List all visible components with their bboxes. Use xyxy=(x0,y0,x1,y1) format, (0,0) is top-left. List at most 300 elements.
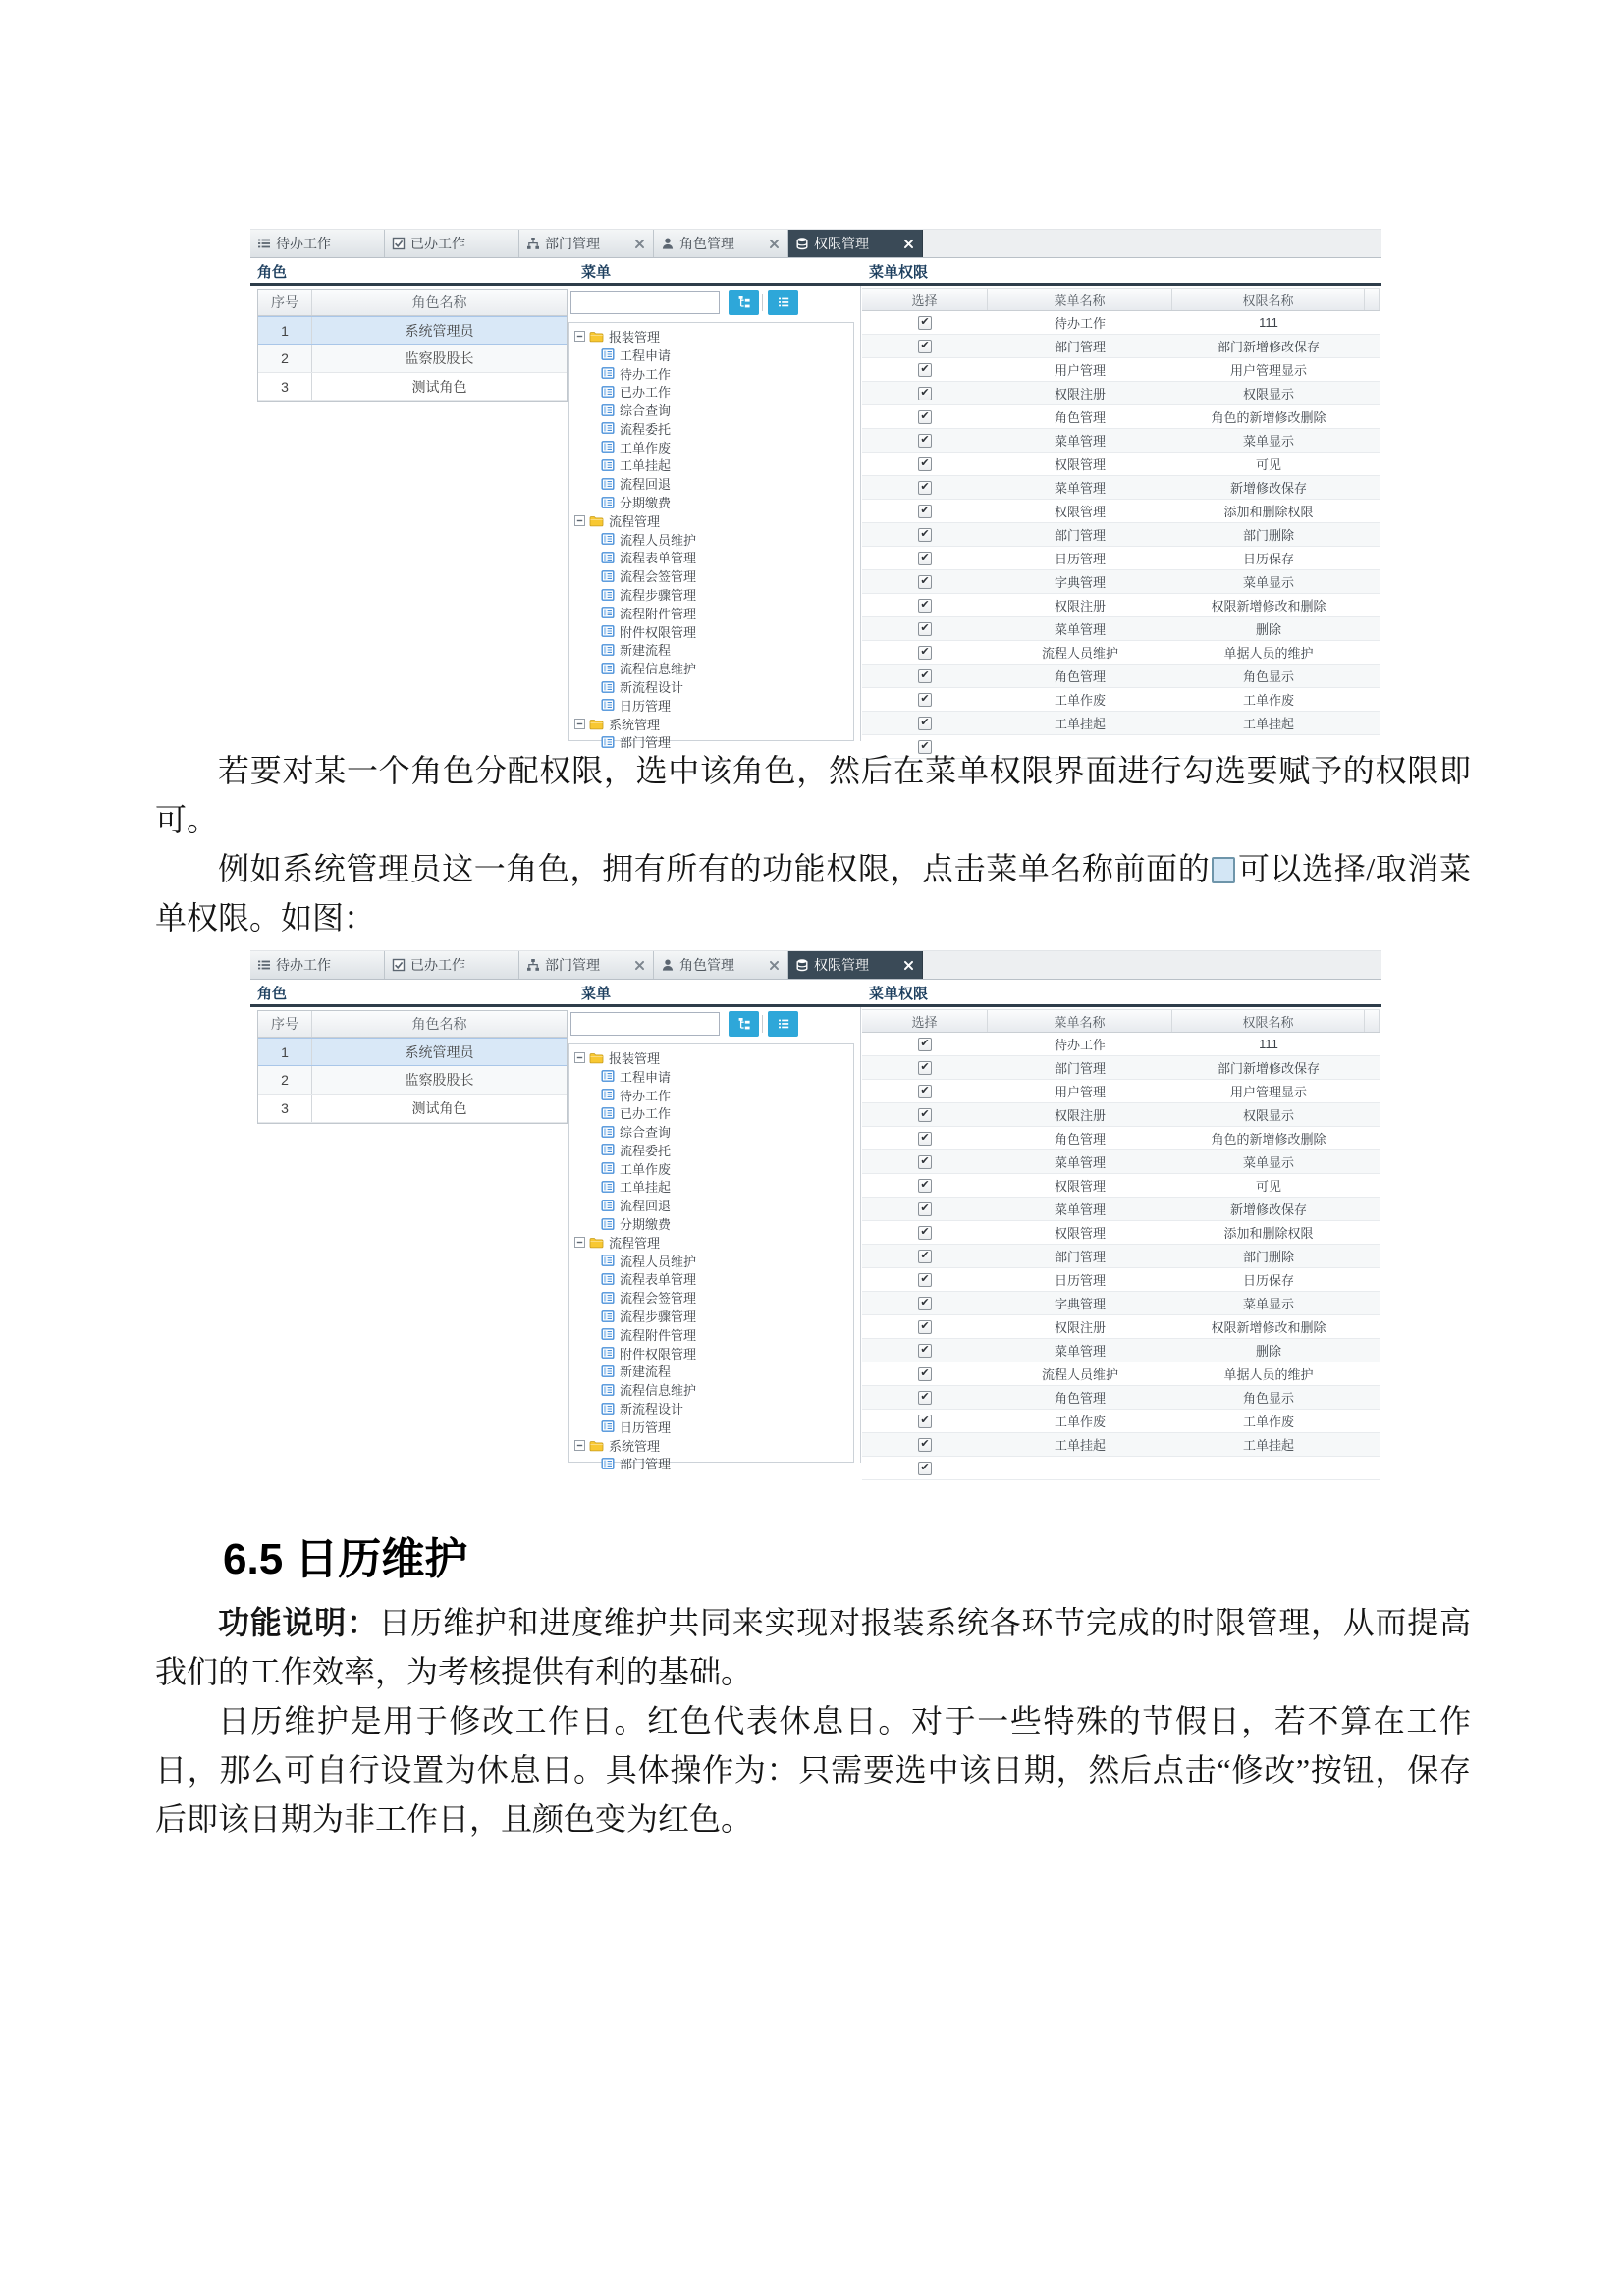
tree-leaf-node[interactable] xyxy=(574,1086,853,1104)
tab-bar-filler xyxy=(923,951,1381,979)
tab-label: 角色管理 xyxy=(679,957,734,973)
tree-leaf-node[interactable] xyxy=(574,585,853,604)
tree-leaf-label: 附件权限管理 xyxy=(620,624,697,640)
tree-leaf-node[interactable] xyxy=(574,438,853,456)
perm-select-cell xyxy=(862,1268,988,1291)
row-checkbox[interactable]: ✔ xyxy=(918,1273,932,1287)
row-checkbox[interactable]: ✔ xyxy=(918,434,932,448)
menu-tree xyxy=(568,1043,854,1472)
permission-row[interactable] xyxy=(862,712,1380,735)
folder-icon xyxy=(589,1235,604,1250)
row-checkbox[interactable]: ✔ xyxy=(918,717,932,730)
tab-bar-filler xyxy=(923,230,1381,257)
perm-select-cell xyxy=(862,1221,988,1244)
tree-leaf-label: 附件权限管理 xyxy=(620,1346,697,1362)
perm-spacer-cell xyxy=(1365,1315,1380,1338)
perm-select-cell xyxy=(862,1174,988,1197)
perm-select-cell xyxy=(862,1080,988,1102)
tab-close-icon[interactable] xyxy=(902,959,915,972)
row-checkbox[interactable]: ✔ xyxy=(918,1085,932,1098)
row-checkbox[interactable]: ✔ xyxy=(918,1155,932,1169)
tab-close-icon[interactable] xyxy=(768,238,781,250)
leaf-form-icon xyxy=(601,1346,615,1360)
tree-leaf-node[interactable] xyxy=(574,1362,853,1381)
permission-row[interactable] xyxy=(862,311,1380,335)
paragraph-text: 日历维护是用于修改工作日。红色代表休息日。对于一些特殊的节假日，若不算在工作日，那么可自行设置为休息日。具体操作为：只需要选中该日期，然后点击“修改”按钮，保存后即该日期为非工作日，且颜色变为红色。 xyxy=(155,1703,1471,1837)
tree-leaf-node[interactable] xyxy=(574,474,853,493)
perm-select-cell xyxy=(862,1245,988,1267)
tree-leaf-label: 流程会签管理 xyxy=(620,1291,697,1307)
perm-spacer-cell xyxy=(1365,453,1380,475)
expander-icon xyxy=(574,1237,585,1248)
permission-row[interactable] xyxy=(862,429,1380,453)
role-row[interactable] xyxy=(258,1095,567,1123)
perm-menu-name-cell xyxy=(988,1457,1172,1479)
permission-row[interactable] xyxy=(862,335,1380,358)
perm-select-cell xyxy=(862,665,988,687)
permission-row[interactable] xyxy=(862,1033,1380,1056)
permission-row[interactable] xyxy=(862,1221,1380,1245)
tree-leaf-node[interactable] xyxy=(574,346,853,364)
tab-done-work[interactable] xyxy=(385,230,519,257)
paragraph-assign-permission xyxy=(155,746,1471,844)
perm-select-cell xyxy=(862,1150,988,1173)
role-no-cell: 1 xyxy=(258,1039,312,1065)
perm-select-cell xyxy=(862,1315,988,1338)
perm-name-cell: 可见 xyxy=(1255,1179,1281,1194)
perm-spacer-cell xyxy=(1365,523,1380,546)
row-checkbox[interactable]: ✔ xyxy=(918,340,932,353)
tree-folder-label: 系统管理 xyxy=(609,717,661,732)
row-checkbox[interactable]: ✔ xyxy=(918,1202,932,1216)
tab-bar xyxy=(250,950,1381,980)
tree-leaf-node[interactable] xyxy=(574,1252,853,1270)
perm-menu-name-cell: 工单挂起 xyxy=(1054,1438,1106,1453)
permission-row[interactable] xyxy=(862,1056,1380,1080)
perm-menu-name-cell: 权限注册 xyxy=(1054,599,1106,614)
tree-folder-label: 系统管理 xyxy=(609,1438,661,1454)
perm-menu-name-cell: 日历管理 xyxy=(1054,1273,1106,1288)
panel-divider xyxy=(860,286,861,741)
perm-name-cell: 工单作废 xyxy=(1242,693,1294,708)
perm-select-cell xyxy=(862,1033,988,1055)
list-view-icon xyxy=(777,1017,790,1031)
tab-todo-work[interactable] xyxy=(250,230,385,257)
row-checkbox[interactable]: ✔ xyxy=(918,575,932,589)
tree-leaf-node[interactable] xyxy=(574,530,853,549)
perm-col-header: 权限名称 xyxy=(1172,1010,1365,1032)
tree-leaf-node[interactable] xyxy=(574,419,853,438)
perm-menu-name-cell: 角色管理 xyxy=(1054,1391,1106,1406)
perm-select-cell xyxy=(862,1386,988,1409)
perm-spacer-cell xyxy=(1365,358,1380,381)
perm-menu-name-cell: 权限管理 xyxy=(1054,1226,1106,1241)
permission-row[interactable] xyxy=(862,358,1380,382)
paragraph-example-admin xyxy=(155,844,1471,942)
permission-row[interactable] xyxy=(862,382,1380,405)
body-text-block-1 xyxy=(155,746,1471,942)
tab-dept-mgmt[interactable] xyxy=(519,230,654,257)
perm-menu-name-cell: 待办工作 xyxy=(1054,316,1106,331)
leaf-form-icon xyxy=(601,1254,615,1267)
role-row[interactable] xyxy=(258,345,567,373)
row-checkbox[interactable]: ✔ xyxy=(918,457,932,471)
row-checkbox[interactable]: ✔ xyxy=(918,1391,932,1405)
perm-spacer-cell xyxy=(1365,476,1380,499)
tab-close-icon[interactable] xyxy=(902,238,915,250)
permission-row[interactable] xyxy=(862,1362,1380,1386)
permission-row[interactable] xyxy=(862,1174,1380,1198)
perm-name-cell: 111 xyxy=(1259,1037,1278,1051)
perm-menu-name-cell: 菜单管理 xyxy=(1054,622,1106,637)
expander-icon xyxy=(574,1052,585,1063)
row-checkbox[interactable]: ✔ xyxy=(918,481,932,495)
perm-select-cell xyxy=(862,1339,988,1362)
tree-folder-node[interactable] xyxy=(574,1436,853,1455)
permission-row[interactable] xyxy=(862,1103,1380,1127)
row-checkbox[interactable]: ✔ xyxy=(918,1226,932,1240)
perm-name-cell: 单据人员的维护 xyxy=(1223,1367,1314,1382)
paragraph-text: 若要对某一个角色分配权限，选中该角色，然后在菜单权限界面进行勾选要赋予的权限即可。 xyxy=(155,753,1471,837)
role-row[interactable] xyxy=(258,1066,567,1095)
tree-leaf-node[interactable] xyxy=(574,1417,853,1436)
tab-permission-mgmt[interactable] xyxy=(788,230,923,257)
perm-select-cell xyxy=(862,688,988,711)
permission-row[interactable] xyxy=(862,665,1380,688)
perm-select-cell xyxy=(862,1410,988,1432)
leaf-form-icon xyxy=(601,1327,615,1341)
permission-row[interactable] xyxy=(862,500,1380,523)
perm-col-header: 选择 xyxy=(862,289,988,310)
permission-row[interactable] xyxy=(862,453,1380,476)
tree-leaf-label: 流程人员维护 xyxy=(620,1254,697,1269)
row-checkbox[interactable]: ✔ xyxy=(918,1061,932,1075)
permissions-table xyxy=(862,1009,1380,1480)
row-checkbox[interactable]: ✔ xyxy=(918,505,932,518)
perm-select-cell xyxy=(862,1198,988,1220)
permission-row[interactable] xyxy=(862,1339,1380,1362)
leaf-form-icon xyxy=(601,606,615,619)
permission-row-partial[interactable] xyxy=(862,1457,1380,1480)
perm-spacer-cell xyxy=(1365,1080,1380,1102)
permission-row[interactable] xyxy=(862,1198,1380,1221)
tree-leaf-label: 流程回退 xyxy=(620,477,672,493)
row-checkbox[interactable]: ✔ xyxy=(918,552,932,565)
tree-view-button[interactable] xyxy=(729,1011,759,1037)
tab-done-work[interactable] xyxy=(385,951,519,979)
perm-select-cell xyxy=(862,641,988,664)
row-checkbox[interactable]: ✔ xyxy=(918,1297,932,1310)
tab-close-icon[interactable] xyxy=(633,238,646,250)
tree-leaf-label: 部门管理 xyxy=(620,735,672,751)
perm-menu-name-cell: 权限管理 xyxy=(1054,457,1106,472)
permission-row[interactable] xyxy=(862,523,1380,547)
tree-leaf-label: 日历管理 xyxy=(620,698,672,714)
row-checkbox[interactable]: ✔ xyxy=(918,599,932,613)
row-checkbox[interactable]: ✔ xyxy=(918,622,932,636)
tree-leaf-node[interactable] xyxy=(574,1455,853,1473)
row-checkbox[interactable]: ✔ xyxy=(918,316,932,330)
tree-folder-node[interactable] xyxy=(574,1048,853,1067)
row-checkbox[interactable]: ✔ xyxy=(918,410,932,424)
perm-spacer-cell xyxy=(1365,1339,1380,1362)
roles-table xyxy=(257,1010,568,1124)
tab-todo-work[interactable] xyxy=(250,951,385,979)
list-view-button[interactable] xyxy=(768,290,798,315)
perm-select-cell xyxy=(862,594,988,616)
tree-leaf-label: 流程表单管理 xyxy=(620,1272,697,1288)
section-header-bar xyxy=(250,258,1381,286)
tree-leaf-node[interactable] xyxy=(574,1178,853,1197)
tree-folder-node[interactable] xyxy=(574,511,853,530)
role-row[interactable] xyxy=(258,373,567,401)
permission-row[interactable] xyxy=(862,547,1380,570)
tree-leaf-node[interactable] xyxy=(574,1325,853,1344)
tree-leaf-node[interactable] xyxy=(574,677,853,696)
tree-leaf-node[interactable] xyxy=(574,659,853,677)
tree-leaf-label: 新流程设计 xyxy=(620,1402,684,1417)
role-row[interactable] xyxy=(258,1038,567,1066)
tree-leaf-node[interactable] xyxy=(574,696,853,715)
perm-menu-name-cell: 菜单管理 xyxy=(1054,1202,1106,1217)
row-checkbox[interactable]: ✔ xyxy=(918,1320,932,1334)
permission-row[interactable] xyxy=(862,1433,1380,1457)
tree-leaf-label: 流程信息维护 xyxy=(620,1383,697,1399)
role-row[interactable] xyxy=(258,316,567,345)
tree-leaf-node[interactable] xyxy=(574,1270,853,1289)
row-checkbox[interactable]: ✔ xyxy=(918,669,932,683)
permission-row[interactable] xyxy=(862,570,1380,594)
perm-menu-name-cell: 部门管理 xyxy=(1054,340,1106,354)
leaf-form-icon xyxy=(601,698,615,712)
tree-folder-node[interactable] xyxy=(574,327,853,346)
permission-row[interactable] xyxy=(862,617,1380,641)
leaf-form-icon xyxy=(601,1180,615,1194)
leaf-form-icon xyxy=(601,366,615,380)
perm-name-cell: 工单挂起 xyxy=(1242,1438,1294,1453)
permission-row[interactable] xyxy=(862,1410,1380,1433)
permission-row[interactable] xyxy=(862,1386,1380,1410)
tree-view-button[interactable] xyxy=(729,290,759,315)
done-check-icon xyxy=(392,237,406,250)
body-text-block-2 xyxy=(155,1598,1471,1843)
perm-menu-name-cell: 权限管理 xyxy=(1054,1179,1106,1194)
perm-spacer-cell xyxy=(1365,665,1380,687)
row-checkbox[interactable]: ✔ xyxy=(918,387,932,400)
row-checkbox[interactable]: ✔ xyxy=(918,363,932,377)
row-checkbox[interactable]: ✔ xyxy=(918,1462,932,1475)
close-icon xyxy=(768,959,781,972)
tab-permission-mgmt[interactable] xyxy=(788,951,923,979)
tree-leaf-node[interactable] xyxy=(574,1122,853,1141)
role-name-cell: 监察股股长 xyxy=(405,1072,474,1088)
leaf-form-icon xyxy=(601,1143,615,1156)
permission-row[interactable] xyxy=(862,1245,1380,1268)
perm-spacer-cell xyxy=(1365,1410,1380,1432)
perm-col-header: 权限名称 xyxy=(1172,289,1365,310)
tree-leaf-node[interactable] xyxy=(574,641,853,660)
perm-spacer-cell xyxy=(1365,429,1380,452)
row-checkbox[interactable]: ✔ xyxy=(918,1132,932,1146)
row-checkbox[interactable]: ✔ xyxy=(918,1250,932,1263)
perm-menu-name-cell: 菜单管理 xyxy=(1054,434,1106,449)
tab-close-icon[interactable] xyxy=(768,959,781,972)
perm-select-cell xyxy=(862,1056,988,1079)
row-checkbox[interactable]: ✔ xyxy=(918,740,932,754)
perm-spacer-cell xyxy=(1365,1457,1380,1479)
leaf-form-icon xyxy=(601,1383,615,1397)
tree-leaf-label: 新建流程 xyxy=(620,1364,672,1380)
permission-row[interactable] xyxy=(862,688,1380,712)
row-checkbox[interactable]: ✔ xyxy=(918,693,932,707)
tab-bar xyxy=(250,229,1381,258)
tree-leaf-node[interactable] xyxy=(574,382,853,400)
tree-leaf-node[interactable] xyxy=(574,622,853,641)
tree-leaf-node[interactable] xyxy=(574,566,853,585)
permission-row[interactable] xyxy=(862,1150,1380,1174)
tree-leaf-node[interactable] xyxy=(574,493,853,511)
tree-leaf-node[interactable] xyxy=(574,400,853,419)
tree-leaf-node[interactable] xyxy=(574,1214,853,1233)
perm-menu-name-cell: 权限注册 xyxy=(1054,1108,1106,1123)
tab-role-mgmt[interactable] xyxy=(654,951,788,979)
tree-leaf-label: 工单作废 xyxy=(620,440,672,455)
perm-spacer-cell xyxy=(1365,1127,1380,1149)
row-checkbox[interactable]: ✔ xyxy=(918,1108,932,1122)
tree-leaf-node[interactable] xyxy=(574,1288,853,1307)
perm-name-cell: 可见 xyxy=(1255,457,1281,472)
tree-leaf-label: 工单挂起 xyxy=(620,1180,672,1196)
tree-leaf-node[interactable] xyxy=(574,364,853,383)
panels-area xyxy=(250,1007,1381,1473)
section-label-roles: 角色 xyxy=(257,264,288,281)
perm-name-cell: 日历保存 xyxy=(1242,1273,1294,1288)
permission-row[interactable] xyxy=(862,1080,1380,1103)
permission-row[interactable] xyxy=(862,405,1380,429)
perm-col-header: 菜单名称 xyxy=(988,289,1172,310)
row-checkbox[interactable]: ✔ xyxy=(918,1038,932,1051)
perm-name-cell: 角色显示 xyxy=(1242,1391,1294,1406)
leaf-form-icon xyxy=(601,1402,615,1415)
tree-folder-node[interactable] xyxy=(574,715,853,733)
tree-leaf-node[interactable] xyxy=(574,1399,853,1417)
tree-leaf-label: 流程步骤管理 xyxy=(620,588,697,604)
perm-menu-name-cell: 部门管理 xyxy=(1054,1250,1106,1264)
tree-leaf-node[interactable] xyxy=(574,1344,853,1362)
row-checkbox[interactable]: ✔ xyxy=(918,646,932,660)
leaf-form-icon xyxy=(601,496,615,509)
tab-close-icon[interactable] xyxy=(633,959,646,972)
tree-leaf-label: 待办工作 xyxy=(620,1088,672,1103)
permission-row[interactable] xyxy=(862,1292,1380,1315)
tree-leaf-node[interactable] xyxy=(574,1196,853,1214)
tab-role-mgmt[interactable] xyxy=(654,230,788,257)
perm-spacer-cell xyxy=(1365,500,1380,522)
tree-leaf-node[interactable] xyxy=(574,1159,853,1178)
tree-leaf-node[interactable] xyxy=(574,1067,853,1086)
leaf-form-icon xyxy=(601,421,615,435)
section-label-menu-permissions: 菜单权限 xyxy=(869,264,929,281)
tab-dept-mgmt[interactable] xyxy=(519,951,654,979)
leaf-form-icon xyxy=(601,1457,615,1470)
leaf-form-icon xyxy=(601,588,615,602)
perm-col-header: 菜单名称 xyxy=(988,1010,1172,1032)
perm-menu-name-cell: 菜单管理 xyxy=(1054,481,1106,496)
tree-leaf-node[interactable] xyxy=(574,549,853,567)
permission-row[interactable] xyxy=(862,1268,1380,1292)
perm-spacer-cell xyxy=(1365,1174,1380,1197)
tree-folder-label: 报装管理 xyxy=(609,1050,661,1066)
row-checkbox[interactable]: ✔ xyxy=(918,1179,932,1193)
leaf-form-icon xyxy=(601,643,615,657)
perm-menu-name-cell: 工单作废 xyxy=(1054,693,1106,708)
list-view-button[interactable] xyxy=(768,1011,798,1037)
row-checkbox[interactable]: ✔ xyxy=(918,1438,932,1452)
permission-row[interactable] xyxy=(862,476,1380,500)
role-user-icon xyxy=(661,958,675,972)
perm-name-cell: 工单作废 xyxy=(1242,1415,1294,1429)
close-icon xyxy=(633,238,646,250)
permission-row[interactable] xyxy=(862,641,1380,665)
row-checkbox[interactable]: ✔ xyxy=(918,528,932,542)
menu-search-input[interactable] xyxy=(570,291,720,314)
perm-select-cell xyxy=(862,712,988,734)
tree-leaf-node[interactable] xyxy=(574,1307,853,1325)
tree-leaf-node[interactable] xyxy=(574,456,853,475)
tree-folder-node[interactable] xyxy=(574,1233,853,1252)
row-checkbox[interactable]: ✔ xyxy=(918,1367,932,1381)
list-view-icon xyxy=(777,295,790,309)
tab-label: 角色管理 xyxy=(679,236,734,251)
leaf-form-icon xyxy=(601,1161,615,1175)
perm-spacer-cell xyxy=(1365,570,1380,593)
perm-spacer-cell xyxy=(1365,382,1380,404)
tree-leaf-label: 综合查询 xyxy=(620,403,672,419)
row-checkbox[interactable]: ✔ xyxy=(918,1415,932,1428)
permissions-table xyxy=(862,288,1380,759)
tree-leaf-node[interactable] xyxy=(574,604,853,622)
permission-row[interactable] xyxy=(862,594,1380,617)
perm-spacer-cell xyxy=(1365,1268,1380,1291)
permission-management-screenshot-2 xyxy=(250,950,1381,1473)
perm-menu-name-cell: 菜单管理 xyxy=(1054,1344,1106,1359)
perm-spacer-cell xyxy=(1365,1245,1380,1267)
perm-menu-name-cell: 角色管理 xyxy=(1054,1132,1106,1147)
tree-leaf-label: 工程申请 xyxy=(620,347,672,363)
tree-leaf-node[interactable] xyxy=(574,1141,853,1159)
close-icon xyxy=(768,238,781,250)
perm-select-cell xyxy=(862,617,988,640)
perm-name-cell: 单据人员的维护 xyxy=(1223,646,1314,661)
perm-spacer-cell xyxy=(1365,1292,1380,1314)
leaf-form-icon xyxy=(601,624,615,638)
permission-row[interactable] xyxy=(862,1315,1380,1339)
tree-leaf-label: 日历管理 xyxy=(620,1419,672,1435)
permission-row[interactable] xyxy=(862,1127,1380,1150)
perm-spacer-cell xyxy=(1365,1221,1380,1244)
panels-area xyxy=(250,286,1381,752)
paragraph-text: 例如系统管理员这一角色，拥有所有的功能权限，点击菜单名称前面的 xyxy=(218,851,1211,886)
perm-select-cell xyxy=(862,570,988,593)
button-separator xyxy=(762,1015,763,1033)
perm-name-cell: 菜单显示 xyxy=(1242,1297,1294,1311)
tree-leaf-node[interactable] xyxy=(574,1380,853,1399)
row-checkbox[interactable]: ✔ xyxy=(918,1344,932,1358)
tree-leaf-label: 流程回退 xyxy=(620,1199,672,1214)
roles-col-header-name: 角色名称 xyxy=(411,294,467,310)
tree-leaf-node[interactable] xyxy=(574,1103,853,1122)
menu-search-input[interactable] xyxy=(570,1012,720,1036)
